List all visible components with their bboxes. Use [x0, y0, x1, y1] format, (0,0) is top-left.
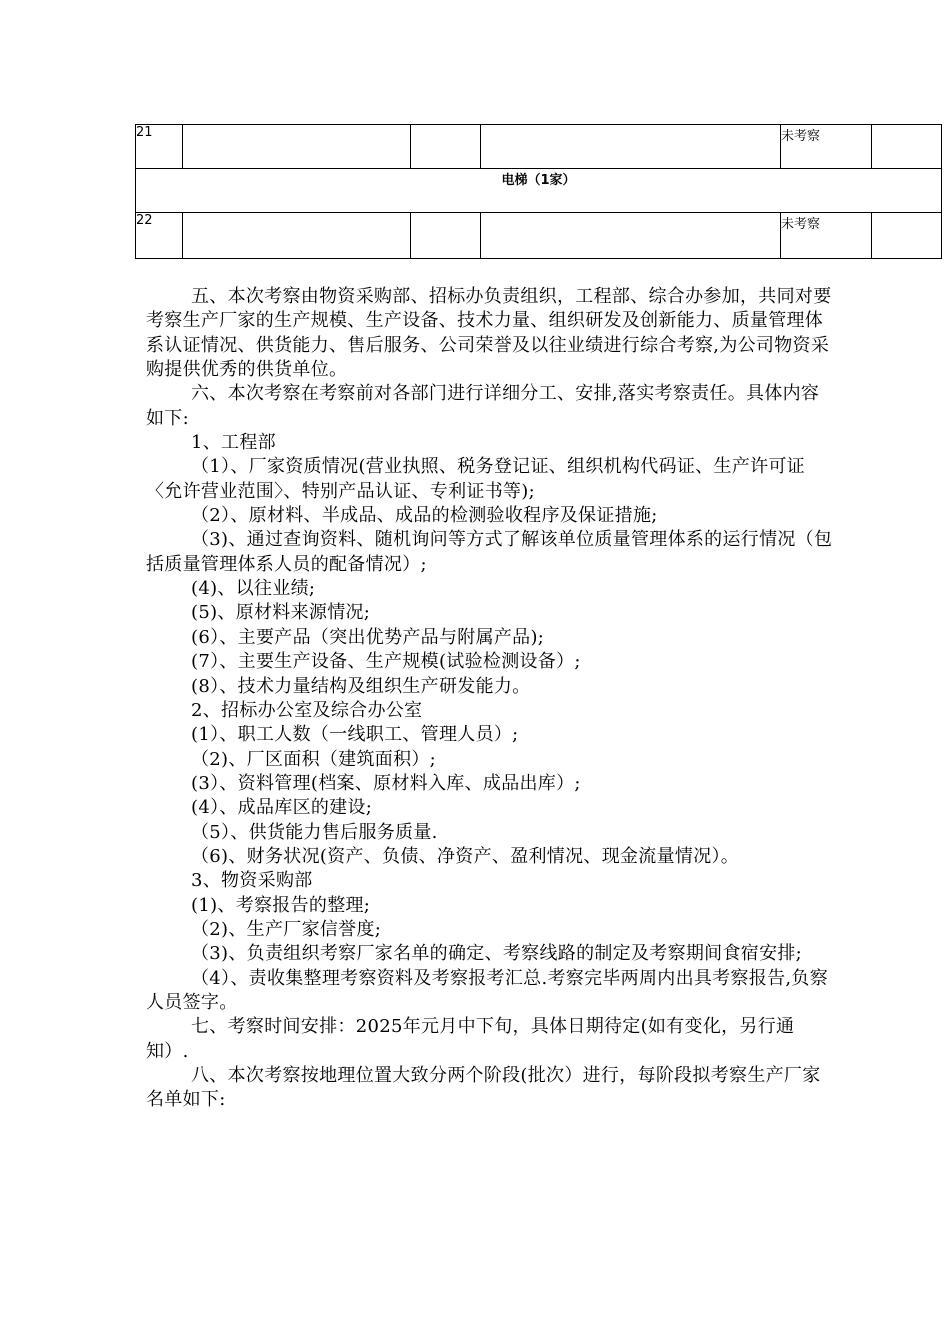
- list-item: (3）、资料管理(档案、原材料入库、成品出库）;: [191, 772, 581, 794]
- list-item: （2)、生产厂家信誉度;: [191, 918, 382, 940]
- category-label: 电梯（1家）: [136, 169, 942, 213]
- list-item: (1）、职工人数（一线职工、管理人员）;: [191, 724, 519, 746]
- table-cell: [411, 213, 481, 259]
- row-number: 21: [136, 125, 183, 169]
- subsection-heading: 2、招标办公室及综合办公室: [191, 699, 423, 721]
- table-cell: [481, 213, 781, 259]
- section-six-paragraph: 六、本次考察在考察前对各部门进行详细分工、安排,落实考察责任。具体内容如下:: [146, 383, 820, 429]
- list-item: （3)、负责组织考察厂家名单的确定、考察线路的制定及考察期间食宿安排;: [191, 943, 803, 965]
- table-row: [136, 213, 942, 259]
- table-cell: [872, 125, 942, 169]
- list-item: (1)、考察报告的整理;: [191, 894, 371, 916]
- list-item: （2）、原材料、半成品、成品的检测验收程序及保证措施;: [191, 505, 658, 527]
- list-item: (5)、原材料来源情况;: [191, 602, 371, 624]
- table-cell: [183, 125, 411, 169]
- table-cell: [183, 213, 411, 259]
- list-item: (6）、主要产品（突出优势产品与附属产品);: [191, 626, 545, 648]
- list-item: (4)、以往业绩;: [191, 578, 316, 600]
- row-number: 22: [136, 213, 183, 259]
- manufacturer-table: [135, 124, 942, 259]
- section-seven-paragraph: 七、考察时间安排：2025年元月中下旬，具体日期待定(如有变化，另行通知）.: [146, 1016, 795, 1062]
- list-item: (7）、主要生产设备、生产规模(试验检测设备）;: [191, 651, 581, 673]
- inspection-status: 未考察: [781, 213, 872, 259]
- table-cell: [411, 125, 481, 169]
- document-body: [146, 285, 836, 1113]
- list-item: （3)、通过查询资料、随机询问等方式了解该单位质量管理体系的运行情况（包括质量管理体系人员的配备情况）;: [146, 529, 833, 575]
- section-five-paragraph: 五、本次考察由物资采购部、招标办负责组织，工程部、综合办参加，共同对要考察生产厂家的生产规模、生产设备、技术力量、组织研发及创新能力、质量管理体系认证情况、供货能力、售后服务、公司荣誉及以往业绩进行综合考察,为公司物资采购提供优秀的供货单位。: [146, 286, 832, 381]
- list-item: （6)、财务状况(资产、负债、净资产、盈利情况、现金流量情况）。: [191, 845, 740, 867]
- table-cell: [872, 213, 942, 259]
- table-cell: [481, 125, 781, 169]
- list-item: （1）、厂家资质情况(营业执照、税务登记证、组织机构代码证、生产许可证〈允许营业范围〉、特别产品认证、专利证书等);: [146, 456, 805, 502]
- table-category-row: [136, 169, 942, 213]
- list-item: （4）、责收集整理考察资料及考察报考汇总.考察完毕两周内出具考察报告,负察人员签字。: [146, 967, 828, 1013]
- inspection-status: 未考察: [781, 125, 872, 169]
- table-row: [136, 125, 942, 169]
- section-eight-paragraph: 八、本次考察按地理位置大致分两个阶段(批次）进行，每阶段拟考察生产厂家名单如下:: [146, 1065, 821, 1111]
- subsection-heading: 1、工程部: [191, 432, 276, 454]
- list-item: (4）、成品库区的建设;: [191, 797, 373, 819]
- subsection-heading: 3、物资采购部: [191, 870, 313, 892]
- list-item: (8）、技术力量结构及组织生产研发能力。: [191, 675, 531, 697]
- list-item: （2)、厂区面积（建筑面积）;: [191, 748, 437, 770]
- list-item: （5）、供货能力售后服务质量.: [191, 821, 438, 843]
